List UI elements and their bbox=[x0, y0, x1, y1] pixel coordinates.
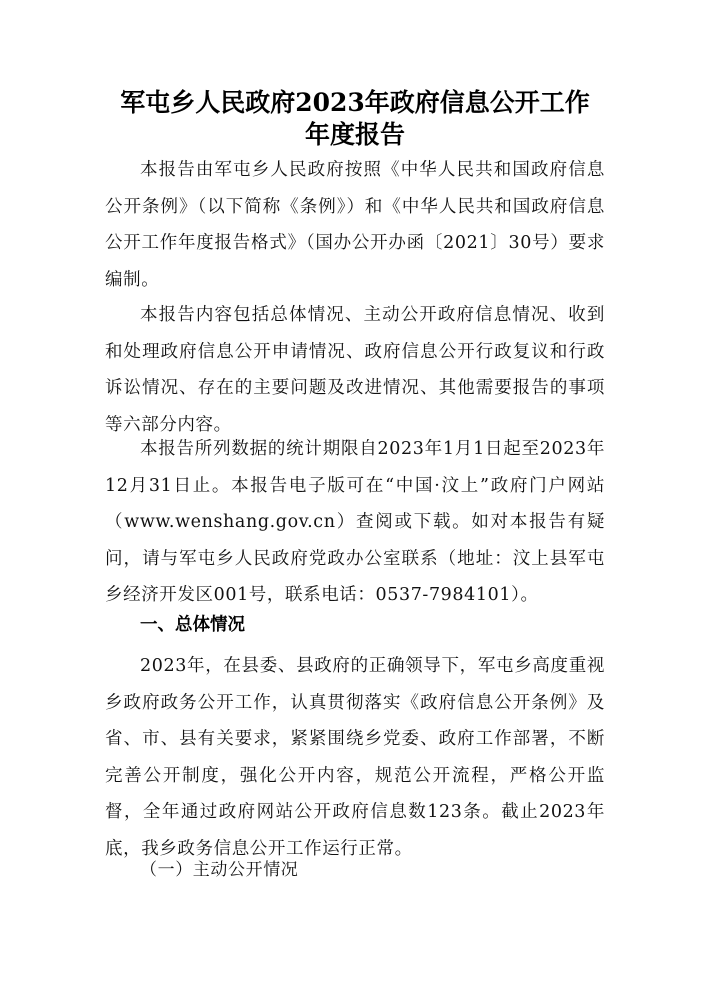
section-heading-overview: 一、总体情况 bbox=[140, 615, 245, 635]
overview-paragraph: 2023年，在县委、县政府的正确领导下，军屯乡高度重视乡政府政务公开工作，认真贯彻落实《政府信息公开条例》及省、市、县有关要求，紧紧围绕乡党委、政府工作部署，不断完善公开制度，强化公开内容，规范公开流程，严格公开监督，全年通过政府网站公开政府信息数123条。截止2023年底，我乡政务信息公开工作运行正常。 bbox=[105, 656, 605, 859]
statistics-period-paragraph: 本报告所列数据的统计期限自2023年1月1日起至2023年12月31日止。本报告电子版可在“中国·汶上”政府门户网站（www.wenshang.gov.cn）查阅或下载。如对本报告有疑问，请与军屯乡人民政府党政办公室联系（地址：汶上县军屯乡经济开发区001号，联系电话：0537-7984101）。 bbox=[105, 439, 605, 605]
subsection-heading-active-disclosure: （一）主动公开情况 bbox=[140, 860, 299, 880]
report-title-line-2: 年度报告 bbox=[304, 120, 405, 149]
intro-paragraph: 本报告由军屯乡人民政府按照《中华人民共和国政府信息公开条例》（以下简称《条例》）和《中华人民共和国政府信息公开工作年度报告格式》（国办公开办函〔2021〕30号）要求编制。 bbox=[105, 160, 605, 290]
report-title-line-1: 军屯乡人民政府2023年政府信息公开工作 bbox=[120, 88, 590, 117]
contents-paragraph: 本报告内容包括总体情况、主动公开政府信息情况、收到和处理政府信息公开申请情况、政府信息公开行政复议和行政诉讼情况、存在的主要问题及改进情况、其他需要报告的事项等六部分内容。 bbox=[105, 305, 605, 435]
